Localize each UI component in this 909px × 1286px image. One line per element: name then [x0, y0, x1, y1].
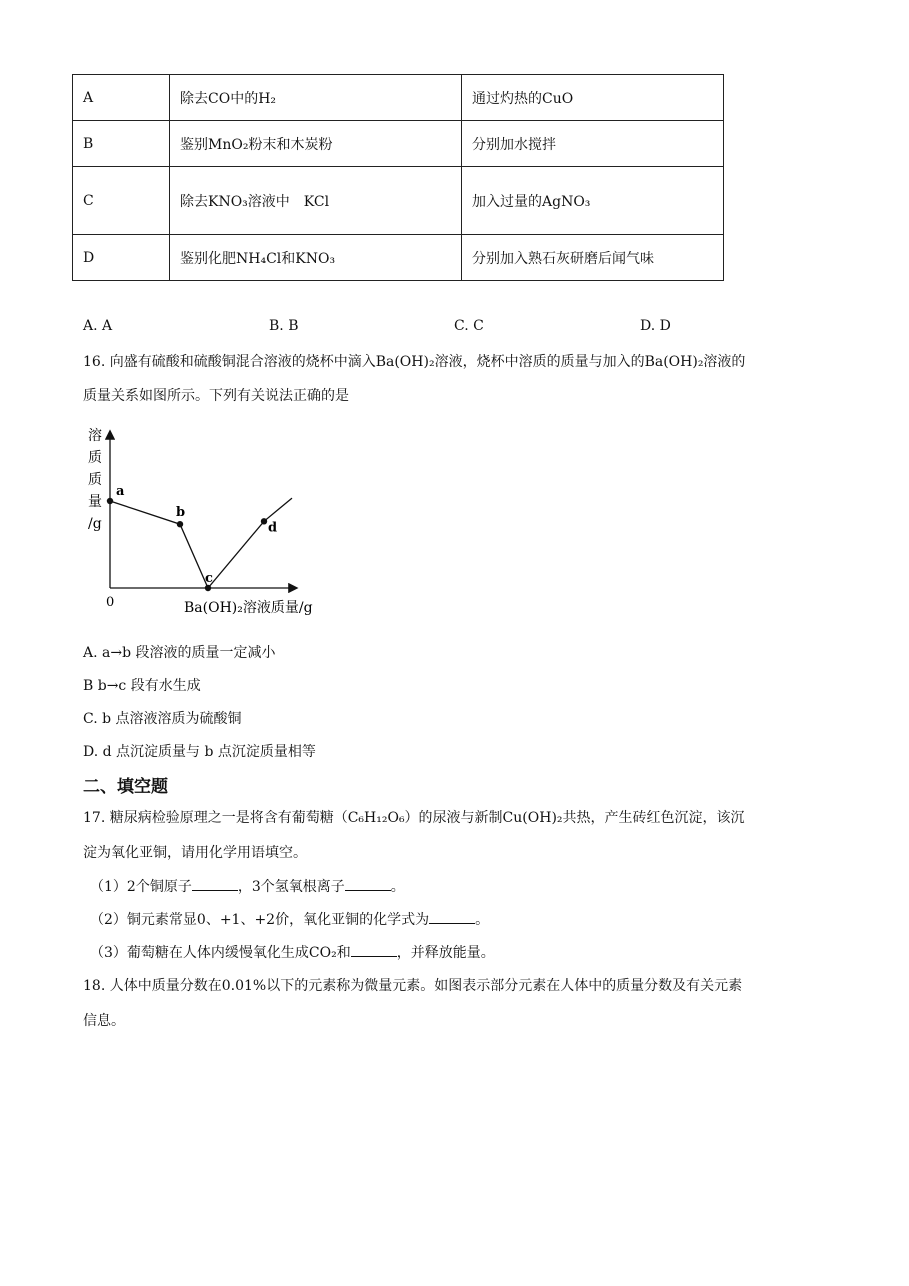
- q18-line1: 18. 人体中质量分数在0.01%以下的元素称为微量元素。如图表示部分元素在人体中的质量分数及有关元素: [83, 978, 743, 994]
- q16-option-a[interactable]: A. a→b 段溶液的质量一定减小: [83, 645, 276, 661]
- solute-mass-graph: [80, 420, 340, 620]
- answer-blank[interactable]: [351, 944, 397, 957]
- q18-line2: 信息。: [83, 1013, 125, 1029]
- row-purpose: 鉴别MnO₂粉末和木炭粉: [170, 121, 462, 167]
- y-axis-label-char: /g: [88, 516, 102, 532]
- q17-part2-text-b: 。: [475, 912, 490, 928]
- y-axis-label-char: 质: [88, 472, 102, 488]
- table-row: [73, 235, 724, 281]
- point-d: [261, 518, 267, 524]
- q17-part1: [90, 876, 405, 896]
- row-letter: C: [73, 167, 170, 235]
- point-label-c: c: [205, 571, 213, 586]
- y-axis-label-char: 量: [88, 494, 102, 510]
- row-letter: D: [73, 235, 170, 281]
- row-method: 分别加水搅拌: [462, 121, 724, 167]
- point-b: [177, 521, 183, 527]
- row-letter: A: [73, 75, 170, 121]
- q17-part1-text-c: 。: [390, 879, 405, 895]
- series-line: [110, 498, 292, 588]
- q16-stem-line1: 16. 向盛有硫酸和硫酸铜混合溶液的烧杯中滴入Ba(OH)₂溶液，烧杯中溶质的质量与加入的Ba(OH)₂溶液的: [83, 354, 746, 370]
- answer-blank[interactable]: [345, 878, 391, 891]
- row-method: 分别加入熟石灰研磨后闻气味: [462, 235, 724, 281]
- row-purpose: 除去CO中的H₂: [170, 75, 462, 121]
- choice-b[interactable]: B. B: [269, 318, 299, 334]
- q17-part2-text-a: （2）铜元素常显0、+1、+2价，氧化亚铜的化学式为: [90, 912, 430, 928]
- q17-part3-text-a: （3）葡萄糖在人体内缓慢氧化生成CO₂和: [90, 945, 351, 961]
- q17-part1-text-b: ，3个氢氧根离子: [237, 879, 345, 895]
- q17-line2: 淀为氧化亚铜，请用化学用语填空。: [83, 845, 307, 861]
- q17-part3: [90, 942, 495, 962]
- q17-line1: 17. 糖尿病检验原理之一是将含有葡萄糖（C₆H₁₂O₆）的尿液与新制Cu(OH)₂共热，产生砖红色沉淀，该沉: [83, 810, 745, 826]
- point-label-b: b: [176, 505, 186, 521]
- answer-blank[interactable]: [429, 911, 475, 924]
- experiment-table: [72, 74, 724, 281]
- x-axis-label: Ba(OH)₂溶液质量/g: [184, 600, 313, 616]
- row-purpose: 鉴别化肥NH₄Cl和KNO₃: [170, 235, 462, 281]
- choice-c[interactable]: C. C: [454, 318, 484, 334]
- q16-option-d[interactable]: D. d 点沉淀质量与 b 点沉淀质量相等: [83, 744, 316, 760]
- row-letter: B: [73, 121, 170, 167]
- q16-option-c[interactable]: C. b 点溶液溶质为硫酸铜: [83, 711, 242, 727]
- y-axis-label-char: 质: [88, 450, 102, 466]
- point-a: [107, 498, 113, 504]
- origin-label: 0: [106, 595, 115, 610]
- q16-stem-line2: 质量关系如图所示。下列有关说法正确的是: [83, 388, 349, 404]
- q17-part3-text-b: ，并释放能量。: [396, 945, 495, 961]
- choice-d[interactable]: D. D: [640, 318, 671, 334]
- answer-blank[interactable]: [192, 878, 238, 891]
- row-method: 通过灼热的CuO: [462, 75, 724, 121]
- q17-part1-text-a: （1）2个铜原子: [90, 879, 192, 895]
- q15-choices: [83, 318, 843, 338]
- table-row: [73, 121, 724, 167]
- table-row: [73, 75, 724, 121]
- choice-a[interactable]: A. A: [83, 318, 113, 334]
- table-row: [73, 167, 724, 235]
- point-label-a: a: [116, 484, 125, 499]
- q17-part2: [90, 909, 489, 929]
- row-purpose: 除去KNO₃溶液中 KCl: [170, 167, 462, 235]
- q16-option-b[interactable]: B b→c 段有水生成: [83, 678, 201, 694]
- y-axis-label-char: 溶: [88, 428, 102, 444]
- row-method: 加入过量的AgNO₃: [462, 167, 724, 235]
- section-title: 二、填空题: [83, 777, 168, 797]
- point-label-d: d: [268, 520, 278, 536]
